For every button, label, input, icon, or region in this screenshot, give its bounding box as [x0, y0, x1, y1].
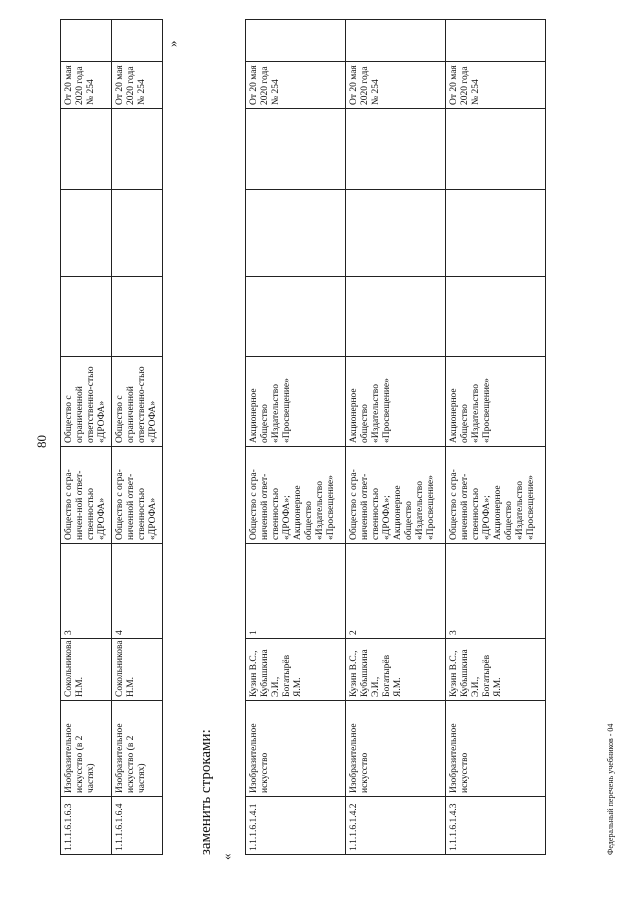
cell-empty — [346, 190, 446, 277]
cell-empty — [246, 190, 346, 277]
cell-empty — [112, 109, 163, 190]
cell-publisher-2: Акционерное общество «Издательство «Просвещение» — [346, 357, 446, 447]
table-top — [60, 19, 163, 855]
cell-order: От 20 мая 2020 года № 254 — [246, 62, 346, 109]
page-number: 80 — [34, 435, 49, 448]
cell-grade: 4 — [112, 544, 163, 639]
cell-publisher: Общество с огра-ничен-ной ответ-ственностью «ДРОФА» — [61, 447, 112, 544]
cell-title: Изобразительное искусство (в 2 частях) — [61, 701, 112, 797]
cell-empty — [61, 109, 112, 190]
cell-grade: 3 — [61, 544, 112, 639]
table-row — [246, 20, 346, 855]
cell-order: От 20 мая 2020 года № 254 — [112, 62, 163, 109]
cell-authors: Кузин В.С., Кубышкина Э.И., Богатырёв Я.М. — [346, 639, 446, 701]
cell-publisher: Общество с огра-ниченной ответ-ственностью «ДРОФА»; Акционерное общество «Издательство «Просвещение» — [346, 447, 446, 544]
cell-title: Изобразительное искусство (в 2 частях) — [112, 701, 163, 797]
cell-empty — [246, 109, 346, 190]
cell-title: Изобразительное искусство — [446, 701, 546, 797]
cell-publisher: Общество с огра-ниченной ответ-ственностью «ДРОФА» — [112, 447, 163, 544]
cell-empty — [446, 20, 546, 62]
cell-empty — [246, 20, 346, 62]
cell-grade: 2 — [346, 544, 446, 639]
table-row — [346, 20, 446, 855]
cell-empty — [346, 20, 446, 62]
cell-publisher-2: Акционерное общество «Издательство «Просвещение» — [446, 357, 546, 447]
cell-empty — [346, 109, 446, 190]
table-row — [112, 20, 163, 855]
cell-empty — [446, 109, 546, 190]
cell-empty — [446, 190, 546, 277]
quote-open: « — [219, 853, 234, 860]
cell-empty — [446, 277, 546, 357]
cell-order: От 20 мая 2020 года № 254 — [446, 62, 546, 109]
cell-publisher: Общество с огра-ниченной ответ-ственностью «ДРОФА»; Акционерное общество «Издательство «Просвещение» — [446, 447, 546, 544]
cell-number: 1.1.1.6.1.4.2 — [346, 797, 446, 855]
cell-empty — [112, 20, 163, 62]
quote-close: » — [165, 40, 180, 47]
cell-empty — [112, 277, 163, 357]
cell-authors: Сокольникова Н.М. — [112, 639, 163, 701]
cell-empty — [112, 190, 163, 277]
cell-number: 1.1.1.6.1.4.3 — [446, 797, 546, 855]
cell-order: От 20 мая 2020 года № 254 — [346, 62, 446, 109]
cell-order: От 20 мая 2020 года № 254 — [61, 62, 112, 109]
cell-number: 1.1.1.6.1.6.3 — [61, 797, 112, 855]
replace-label: заменить строками: — [198, 729, 214, 855]
cell-authors: Кузин В.С., Кубышкина Э.И., Богатырёв Я.М. — [246, 639, 346, 701]
cell-number: 1.1.1.6.1.6.4 — [112, 797, 163, 855]
table-bottom — [245, 19, 546, 855]
cell-empty — [61, 277, 112, 357]
cell-number: 1.1.1.6.1.4.1 — [246, 797, 346, 855]
cell-publisher-2: Общество с ограниченной ответственно-стью «ДРОФА» — [112, 357, 163, 447]
cell-title: Изобразительное искусство — [246, 701, 346, 797]
cell-publisher-2: Общество с ограниченной ответственно-стью «ДРОФА» — [61, 357, 112, 447]
table-row — [61, 20, 112, 855]
cell-empty — [246, 277, 346, 357]
cell-empty — [61, 190, 112, 277]
cell-publisher-2: Акционерное общество «Издательство «Просвещение» — [246, 357, 346, 447]
cell-authors: Кузин В.С., Кубышкина Э.И., Богатырёв Я.М. — [446, 639, 546, 701]
cell-publisher: Общество с огра-ниченной ответ-ственностью «ДРОФА»; Акционерное общество «Издательство «Просвещение» — [246, 447, 346, 544]
cell-empty — [346, 277, 446, 357]
cell-title: Изобразительное искусство — [346, 701, 446, 797]
cell-authors: Сокольникова Н.М. — [61, 639, 112, 701]
table-row — [446, 20, 546, 855]
cell-grade: 1 — [246, 544, 346, 639]
cell-grade: 3 — [446, 544, 546, 639]
cell-empty — [61, 20, 112, 62]
footer: Федеральный перечень учебников - 04 — [606, 723, 615, 855]
